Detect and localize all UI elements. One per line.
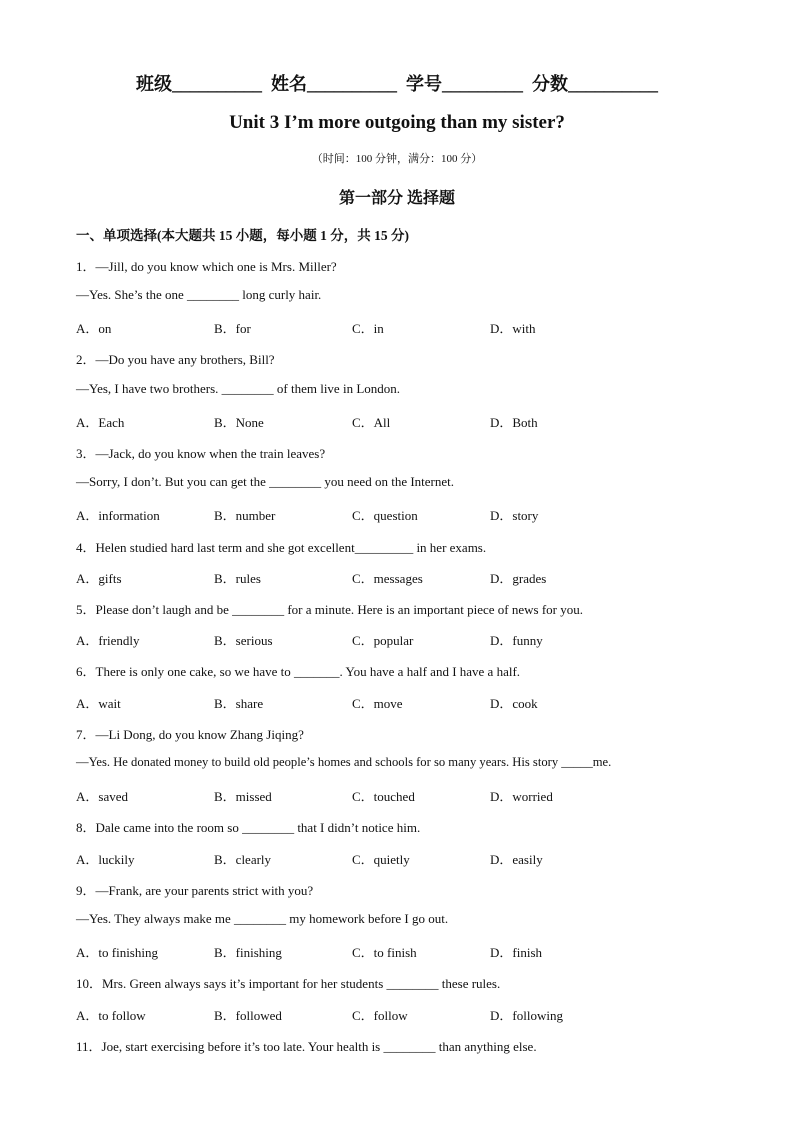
option-d: D．worried <box>490 789 553 804</box>
option-b: B．serious <box>214 633 273 648</box>
question-line: 5．Please don’t laugh and be ________ for a minute. Here is an important piece of news for you. <box>76 602 583 617</box>
option-b: B．rules <box>214 571 261 586</box>
question-line: 8．Dale came into the room so ________ that I didn’t notice him. <box>76 820 421 835</box>
option-a: A．luckily <box>76 852 135 867</box>
student-info-line: 班级__________ 姓名__________ 学号_________ 分数__________ <box>136 74 658 94</box>
page-title: Unit 3 I’m more outgoing than my sister? <box>229 112 565 133</box>
option-c: C．All <box>352 415 391 430</box>
option-d: D．Both <box>490 415 538 430</box>
option-b: B．missed <box>214 789 272 804</box>
question-line: 3．—Jack, do you know when the train leaves? <box>76 446 326 461</box>
option-c: C．in <box>352 321 384 336</box>
section-title: 一、单项选择(本大题共 15 小题，每小题 1 分，共 15 分) <box>76 228 409 243</box>
option-c: C．question <box>352 508 418 523</box>
option-b: B．clearly <box>214 852 272 867</box>
option-b: B．None <box>214 415 264 430</box>
option-a: A．wait <box>76 696 121 711</box>
question-line: 4．Helen studied hard last term and she got excellent_________ in her exams. <box>76 540 487 555</box>
option-c: C．quietly <box>352 852 410 867</box>
option-c: C．follow <box>352 1008 408 1023</box>
question-line: —Yes. She’s the one ________ long curly hair. <box>76 287 322 302</box>
option-d: D．funny <box>490 633 543 648</box>
option-d: D．story <box>490 508 539 523</box>
part-title: 第一部分 选择题 <box>338 190 455 207</box>
option-d: D．finish <box>490 945 543 960</box>
option-d: D．cook <box>490 696 538 711</box>
option-d: D．easily <box>490 852 543 867</box>
question-line: 6．There is only one cake, so we have to _______. You have a half and I have a half. <box>76 664 521 679</box>
option-d: D．grades <box>490 571 547 586</box>
question-line: —Yes. He donated money to build old people’s homes and schools for so many years. His story _____me. <box>76 755 612 769</box>
option-a: A．gifts <box>76 571 122 586</box>
question-line: 1．—Jill, do you know which one is Mrs. Miller? <box>76 259 337 274</box>
option-a: A．Each <box>76 415 125 430</box>
question-line: —Yes, I have two brothers. ________ of them live in London. <box>76 381 401 396</box>
option-c: C．touched <box>352 789 415 804</box>
option-c: C．move <box>352 696 403 711</box>
question-line: —Sorry, I don’t. But you can get the ________ you need on the Internet. <box>76 474 455 489</box>
option-a: A．friendly <box>76 633 140 648</box>
option-d: D．with <box>490 321 536 336</box>
option-a: A．to finishing <box>76 945 158 960</box>
option-b: B．number <box>214 508 276 523</box>
question-line: 11．Joe, start exercising before it’s too late. Your health is ________ than anything else. <box>76 1039 537 1054</box>
exam-time-score: （时间：100 分钟，满分：100 分） <box>311 153 483 165</box>
question-line: 7．—Li Dong, do you know Zhang Jiqing? <box>76 727 304 742</box>
option-c: C．messages <box>352 571 423 586</box>
option-a: A．on <box>76 321 112 336</box>
option-b: B．for <box>214 321 251 336</box>
option-b: B．share <box>214 696 264 711</box>
option-c: C．popular <box>352 633 414 648</box>
option-b: B．finishing <box>214 945 282 960</box>
option-a: A．saved <box>76 789 128 804</box>
question-line: 2．—Do you have any brothers, Bill? <box>76 352 275 367</box>
option-b: B．followed <box>214 1008 282 1023</box>
question-line: 9．—Frank, are your parents strict with you? <box>76 883 314 898</box>
option-c: C．to finish <box>352 945 417 960</box>
option-a: A．to follow <box>76 1008 146 1023</box>
option-a: A．information <box>76 508 160 523</box>
question-line: —Yes. They always make me ________ my homework before I go out. <box>76 911 449 926</box>
option-d: D．following <box>490 1008 563 1023</box>
question-line: 10．Mrs. Green always says it’s important for her students ________ these rules. <box>76 976 501 991</box>
